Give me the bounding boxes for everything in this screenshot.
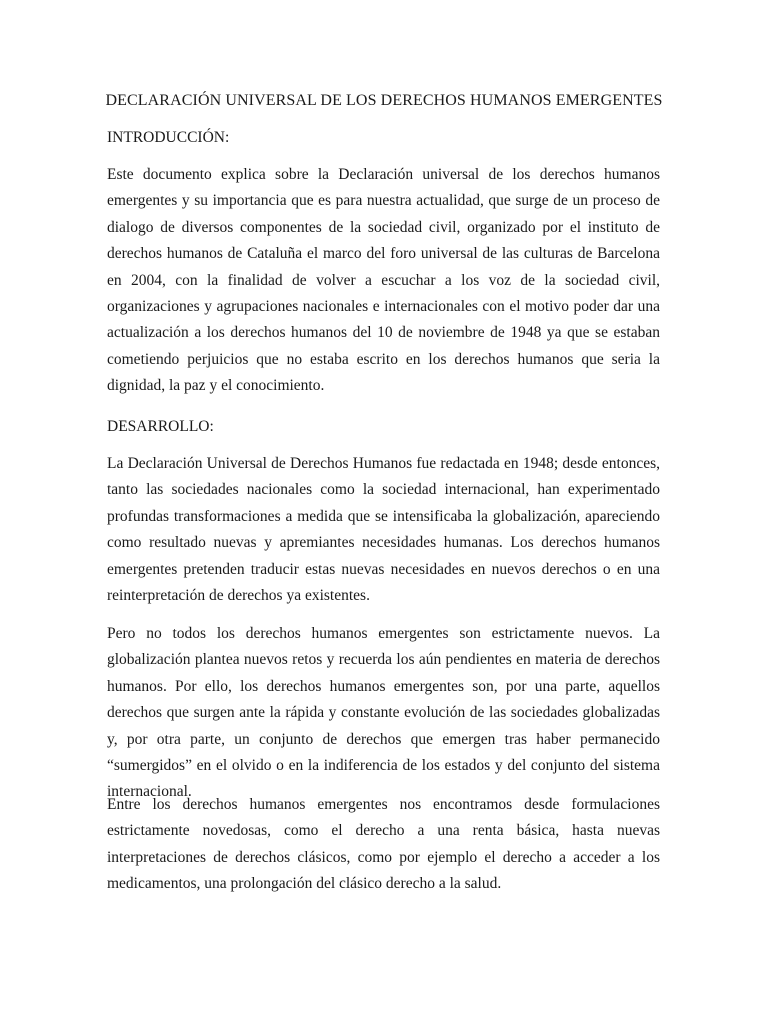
paragraph-introduccion: Este documento explica sobre la Declaración universal de los derechos humanos emergentes y su importancia que es para nuestra actualidad, que surge de un proceso de dialogo de diversos componentes de la sociedad civil, organizado por el instituto de derechos humanos de Cataluña el marco del foro universal de las culturas de Barcelona en 2004, con la finalidad de volver a escuchar a los voz de la sociedad civil, organizaciones y agrupaciones nacionales e internacionales con el motivo poder dar una actualización a los derechos humanos del 10 de noviembre de 1948 ya que se estaban cometiendo perjuicios que no estaba escrito en los derechos humanos que seria la dignidad, la paz y el conocimiento. [107, 166, 660, 395]
section-heading-desarrollo: DESARROLLO: [107, 418, 214, 435]
paragraph-desarrollo-1: La Declaración Universal de Derechos Humanos fue redactada en 1948; desde entonces, tanto las sociedades nacionales como la sociedad internacional, han experimentado profundas transformaciones a medida que se intensificaba la globalización, apareciendo como resultado nuevas y apremiantes necesidades humanas. Los derechos humanos emergentes pretenden traducir estas nuevas necesidades en nuevos derechos o en una reinterpretación de derechos ya existentes. [107, 455, 660, 605]
paragraph-desarrollo-2: Pero no todos los derechos humanos emergentes son estrictamente nuevos. La globalización plantea nuevos retos y recuerda los aún pendientes en materia de derechos humanos. Por ello, los derechos humanos emergentes son, por una parte, aquellos derechos que surgen ante la rápida y constante evolución de las sociedades globalizadas y, por otra parte, un conjunto de derechos que emergen tras haber permanecido “sumergidos” en el olvido o en la indiferencia de los estados y del conjunto del sistema internacional. [107, 625, 660, 801]
paragraph-desarrollo-3: Entre los derechos humanos emergentes nos encontramos desde formulaciones estrictamente novedosas, como el derecho a una renta básica, hasta nuevas interpretaciones de derechos clásicos, como por ejemplo el derecho a acceder a los medicamentos, una prolongación del clásico derecho a la salud. [107, 796, 660, 893]
document-title: DECLARACIÓN UNIVERSAL DE LOS DERECHOS HUMANOS EMERGENTES [105, 92, 663, 109]
section-heading-introduccion: INTRODUCCIÓN: [107, 129, 230, 146]
